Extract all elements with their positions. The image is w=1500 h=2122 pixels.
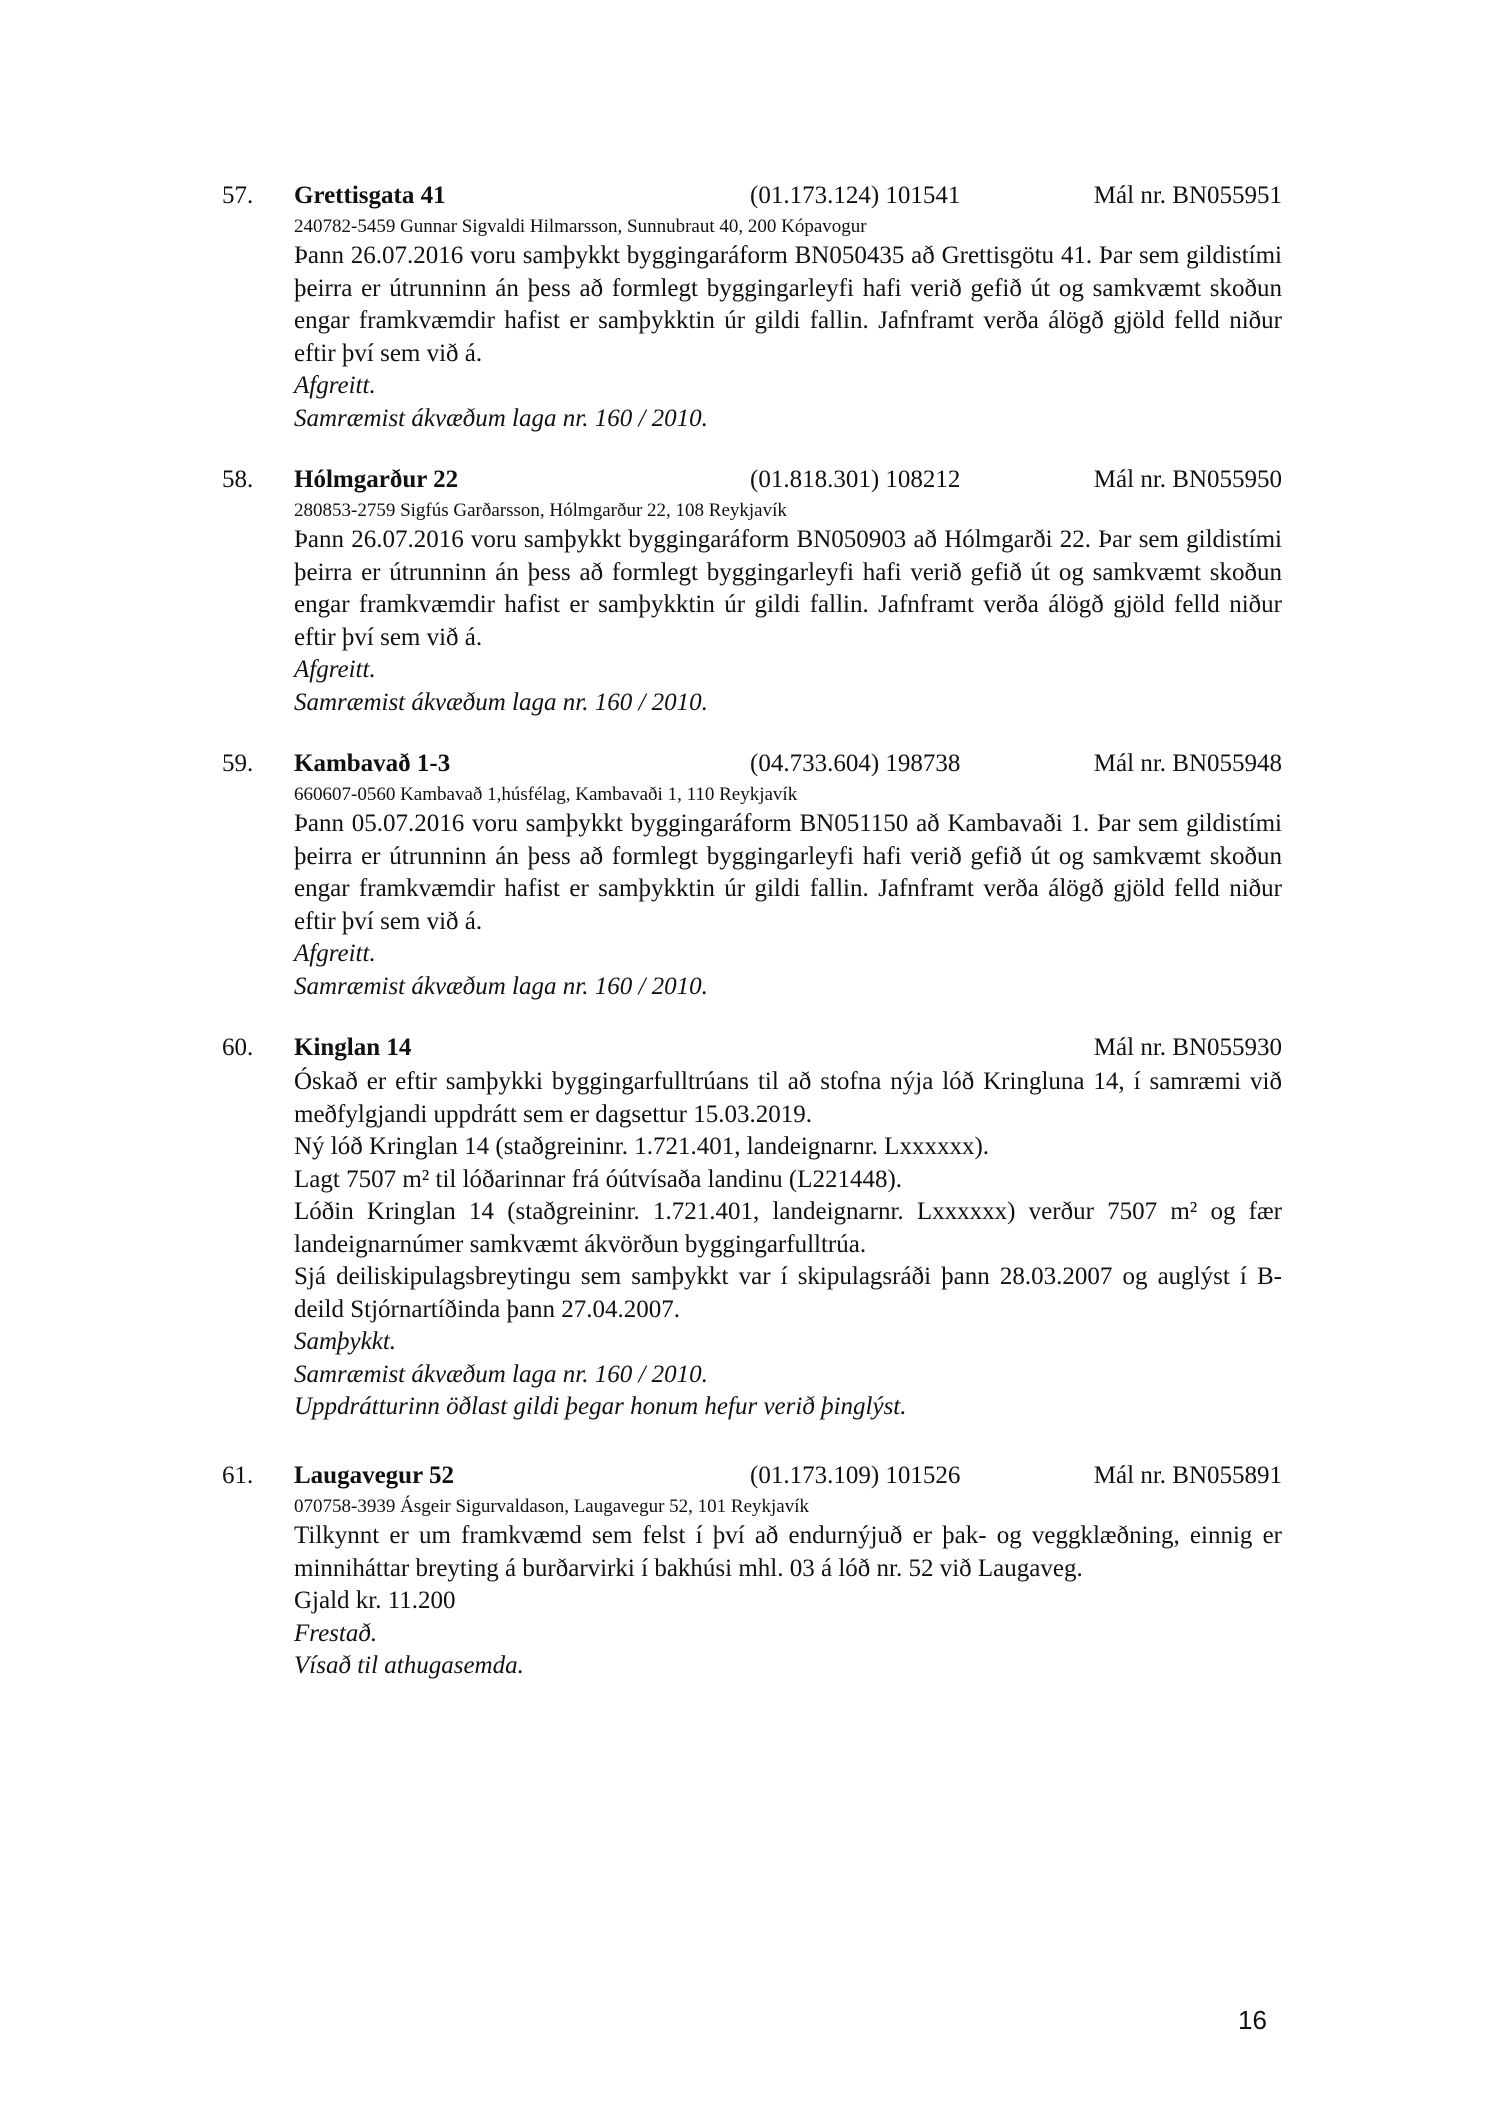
entry-number: 57. [222, 182, 254, 209]
entry-property-ref: (04.733.604) 198738 [750, 750, 961, 777]
case-entry-61 [222, 1458, 1282, 1683]
entry-address: Laugavegur 52 [294, 1462, 454, 1489]
case-entry-57 [222, 178, 1282, 435]
entry-property-ref: (01.818.301) 108212 [750, 466, 961, 493]
entry-fee: Gjald kr. 11.200 [294, 1587, 456, 1614]
entry-decision: Afgreitt. [294, 372, 376, 399]
entry-case-number: Mál nr. BN055950 [1093, 466, 1282, 493]
entry-description: Óskað er eftir samþykki byggingarfulltrúans til að stofna nýja lóð Kringluna 14, í samræmi við meðfylgjandi uppdrátt sem er dagsettur 15.03.2019. [294, 1068, 1282, 1128]
entry-case-number: Mál nr. BN055891 [1093, 1462, 1282, 1489]
case-entry-58 [222, 462, 1282, 719]
entry-case-number: Mál nr. BN055930 [1093, 1034, 1282, 1061]
case-entry-59 [222, 746, 1282, 1003]
entry-number: 58. [222, 466, 254, 493]
entry-applicant: 280853-2759 Sigfús Garðarsson, Hólmgarður 22, 108 Reykjavík [294, 500, 787, 521]
entry-description: Þann 26.07.2016 voru samþykkt byggingaráform BN050435 að Grettisgötu 41. Þar sem gildistími þeirra er útrunninn án þess að formlegt byggingarleyfi hafi verið gefið út og samkvæmt skoðun engar framkvæmdir hafist er samþykktin úr gildi fallin. Jafnframt verða álögð gjöld felld niður eftir því sem við á. [294, 242, 1282, 367]
entry-land-addition-line: Lagt 7507 m² til lóðarinnar frá óútvísaða landinu (L221448). [294, 1165, 903, 1193]
entry-number: 59. [222, 750, 254, 777]
entry-applicant: 240782-5459 Gunnar Sigvaldi Hilmarsson, Sunnubraut 40, 200 Kópavogur [294, 216, 867, 237]
entry-number: 61. [222, 1462, 254, 1489]
entry-decision: Samþykkt. [294, 1328, 397, 1355]
case-entry-60 [222, 1030, 1282, 1424]
entry-address: Hólmgarður 22 [294, 466, 459, 493]
entry-law-reference: Samræmist ákvæðum laga nr. 160 / 2010. [294, 404, 708, 432]
entry-address: Kambavað 1-3 [294, 750, 451, 777]
entry-zoning-reference: Sjá deiliskipulagsbreytingu sem samþykkt var í skipulagsráði þann 28.03.2007 og auglýst í B-deild Stjórnartíðinda þann 27.04.2007. [294, 1263, 1282, 1323]
entry-new-lot-line: Ný lóð Kringlan 14 (staðgreininr. 1.721.401, landeignarnr. Lxxxxxx). [294, 1133, 990, 1160]
entry-note: Vísað til athugasemda. [294, 1652, 524, 1679]
entry-decision: Afgreitt. [294, 940, 376, 967]
entry-header [222, 746, 1282, 782]
entry-header [222, 1458, 1282, 1494]
entry-description: Þann 26.07.2016 voru samþykkt byggingaráform BN050903 að Hólmgarði 22. Þar sem gildistími þeirra er útrunninn án þess að formlegt byggingarleyfi hafi verið gefið út og samkvæmt skoðun engar framkvæmdir hafist er samþykktin úr gildi fallin. Jafnframt verða álögð gjöld felld niður eftir því sem við á. [294, 526, 1282, 651]
entry-address: Kinglan 14 [294, 1034, 412, 1061]
entry-decision: Frestað. [294, 1619, 378, 1647]
entry-property-ref: (01.173.124) 101541 [750, 182, 961, 209]
entry-address: Grettisgata 41 [294, 182, 446, 209]
entry-decision: Afgreitt. [294, 656, 376, 683]
entry-number: 60. [222, 1034, 254, 1061]
entry-law-reference: Samræmist ákvæðum laga nr. 160 / 2010. [294, 688, 708, 716]
entry-description: Tilkynnt er um framkvæmd sem felst í því að endurnýjuð er þak- og veggklæðning, einnig er minniháttar breyting á burðarvirki í bakhúsi mhl. 03 á lóð nr. 52 við Laugaveg. [294, 1522, 1282, 1582]
entry-case-number: Mál nr. BN055948 [1093, 750, 1282, 777]
entry-property-ref: (01.173.109) 101526 [750, 1462, 961, 1489]
entry-lot-size-text: Lóðin Kringlan 14 (staðgreininr. 1.721.401, landeignarnr. Lxxxxxx) verður 7507 m² og fær landeignarnúmer samkvæmt ákvörðun byggingarfulltrúa. [294, 1198, 1282, 1258]
entry-header [222, 462, 1282, 498]
entry-applicant: 070758-3939 Ásgeir Sigurvaldason, Laugavegur 52, 101 Reykjavík [294, 1496, 810, 1517]
entry-header [222, 1030, 1282, 1066]
entry-case-number: Mál nr. BN055951 [1093, 182, 1282, 209]
entry-header [222, 178, 1282, 214]
entry-note: Uppdrátturinn öðlast gildi þegar honum hefur verið þinglýst. [294, 1393, 907, 1420]
entry-law-reference: Samræmist ákvæðum laga nr. 160 / 2010. [294, 1360, 708, 1388]
entry-law-reference: Samræmist ákvæðum laga nr. 160 / 2010. [294, 972, 708, 1000]
page-number: 16 [1238, 2005, 1267, 2035]
entry-description: Þann 05.07.2016 voru samþykkt byggingaráform BN051150 að Kambavaði 1. Þar sem gildistími þeirra er útrunninn án þess að formlegt byggingarleyfi hafi verið gefið út og samkvæmt skoðun engar framkvæmdir hafist er samþykktin úr gildi fallin. Jafnframt verða álögð gjöld felld niður eftir því sem við á. [294, 810, 1282, 935]
entry-applicant: 660607-0560 Kambavað 1,húsfélag, Kambavaði 1, 110 Reykjavík [294, 784, 798, 805]
